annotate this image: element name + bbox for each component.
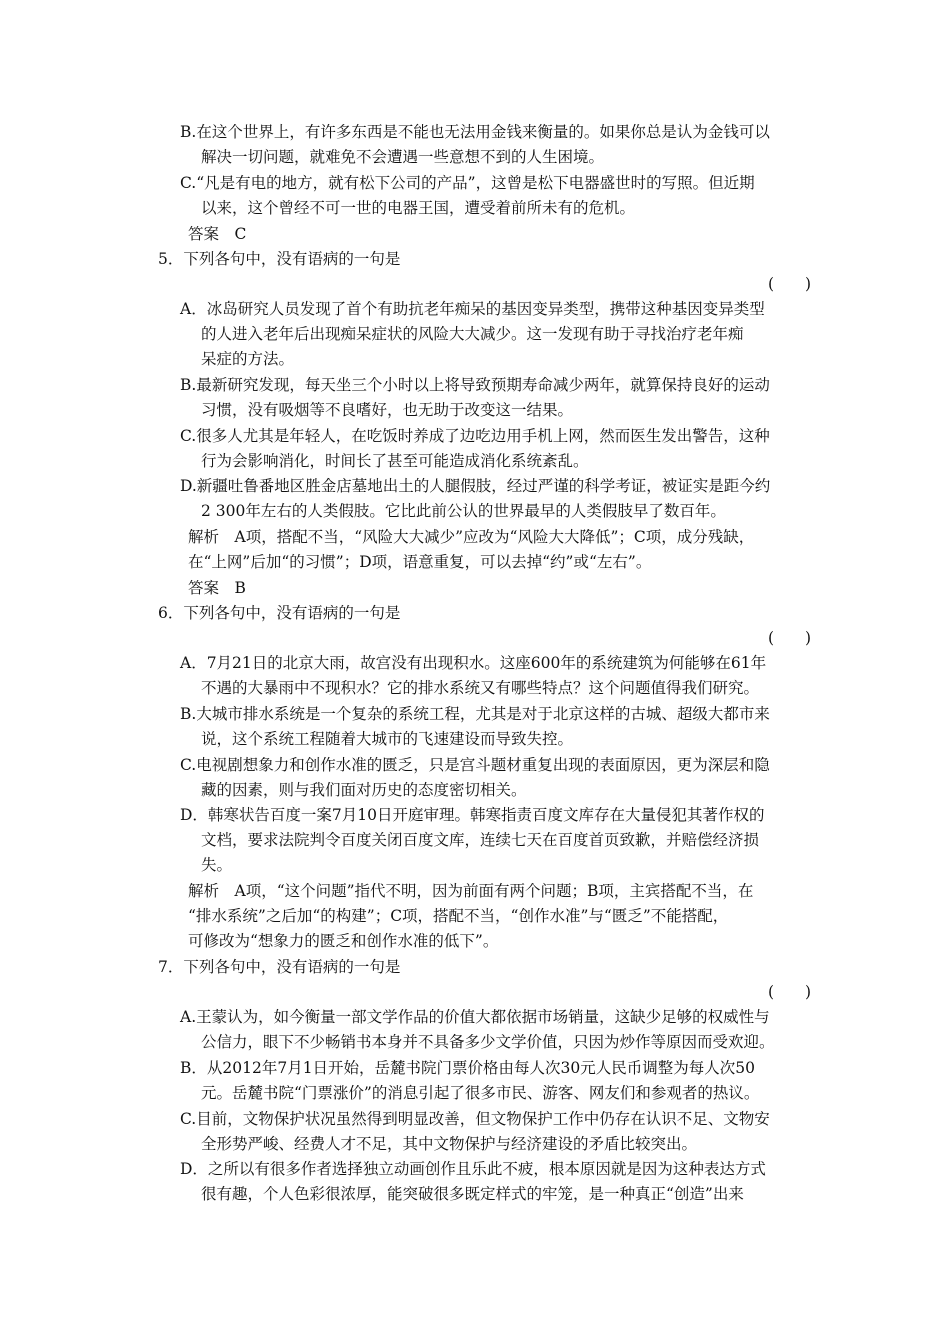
question-7-stem: 7．下列各句中，没有语病的一句是 <box>158 958 401 976</box>
q6-option-a-line-2: 不遇的大暴雨中不现积水？它的排水系统又有哪些特点？这个问题值得我们研究。 <box>201 679 760 697</box>
option-b-line-2: 解决一切问题，就难免不会遭遇一些意想不到的人生困境。 <box>201 148 605 166</box>
q7-option-d-line-1: D．之所以有很多作者选择独立动画创作且乐此不疲，根本原因就是因为这种表达方式 <box>180 1160 766 1178</box>
q7-option-d-line-2: 很有趣，个人色彩很浓厚，能突破很多既定样式的牢笼，是一种真正“创造”出来 <box>201 1185 744 1203</box>
q6-option-a-line-1: A．7月21日的北京大雨，故宫没有出现积水。这座600年的系统建筑为何能够在61年 <box>180 654 767 672</box>
q5-option-a-line-2: 的人进入老年后出现痴呆症状的风险大大减少。这一发现有助于寻找治疗老年痴 <box>201 325 744 343</box>
q6-option-d-line-3: 失。 <box>201 856 233 874</box>
q6-option-b-line-2: 说，这个系统工程随着大城市的飞速建设而导致失控。 <box>201 730 574 748</box>
q5-analysis-line-1: 解析 A项，搭配不当，“风险大大减少”应改为“风险大大降低”；C项，成分残缺， <box>188 528 755 546</box>
q6-option-b-line-1: B.大城市排水系统是一个复杂的系统工程，尤其是对于北京这样的古城、超级大都市来 <box>180 705 770 723</box>
q6-analysis-line-3: 可修改为“想象力的匮乏和创作水准的低下”。 <box>188 932 499 950</box>
q7-option-b-line-1: B．从2012年7月1日开始，岳麓书院门票价格由每人次30元人民币调整为每人次50 <box>180 1059 756 1077</box>
q6-analysis-line-2: “排水系统”之后加“的构建”；C项，搭配不当，“创作水准”与“匮乏”不能搭配， <box>188 907 729 925</box>
q6-option-c-line-1: C.电视剧想象力和创作水准的匮乏，只是宫斗题材重复出现的表面原因，更为深层和隐 <box>180 756 770 774</box>
q7-option-b-line-2: 元。岳麓书院“门票涨价”的消息引起了很多市民、游客、网友们和参观者的热议。 <box>201 1084 760 1102</box>
q5-option-c-line-2: 行为会影响消化，时间长了甚至可能造成消化系统紊乱。 <box>201 452 589 470</box>
q5-option-c-line-1: C.很多人尤其是年轻人，在吃饭时养成了边吃边用手机上网，然而医生发出警告，这种 <box>180 427 770 445</box>
question-6-stem: 6．下列各句中，没有语病的一句是 <box>158 604 401 622</box>
q5-answer: 答案 B <box>188 579 246 597</box>
q5-option-a-line-3: 呆症的方法。 <box>201 350 295 368</box>
answer-line: 答案 C <box>188 225 247 243</box>
q7-option-a-line-1: A.王蒙认为，如今衡量一部文学作品的价值大都依据市场销量，这缺少足够的权威性与 <box>180 1008 770 1026</box>
q6-analysis-line-1: 解析 A项，“这个问题”指代不明，因为前面有两个问题；B项，主宾搭配不当，在 <box>188 882 754 900</box>
q7-option-c-line-2: 全形势严峻、经费人才不足，其中文物保护与经济建设的矛盾比较突出。 <box>201 1135 698 1153</box>
q5-option-b-line-2: 习惯，没有吸烟等不良嗜好，也无助于改变这一结果。 <box>201 401 574 419</box>
option-c-line-2: 以来，这个曾经不可一世的电器王国，遭受着前所未有的危机。 <box>201 199 636 217</box>
q5-option-d-line-2: 2 300年左右的人类假肢。它比此前公认的世界最早的人类假肢早了数百年。 <box>201 502 726 520</box>
q6-option-d-line-1: D．韩寒状告百度一案7月10日开庭审理。韩寒指责百度文库存在大量侵犯其著作权的 <box>180 806 765 824</box>
question-7-paren: ( ) <box>768 983 812 1001</box>
q7-option-c-line-1: C.目前，文物保护状况虽然得到明显改善，但文物保护工作中仍存在认识不足、文物安 <box>180 1110 770 1128</box>
question-5-stem: 5．下列各句中，没有语病的一句是 <box>158 250 401 268</box>
q5-option-b-line-1: B.最新研究发现，每天坐三个小时以上将导致预期寿命减少两年，就算保持良好的运动 <box>180 376 770 394</box>
q6-option-c-line-2: 藏的因素，则与我们面对历史的态度密切相关。 <box>201 781 527 799</box>
q6-option-d-line-2: 文档，要求法院判令百度关闭百度文库，连续七天在百度首页致歉，并赔偿经济损 <box>201 831 760 849</box>
q7-option-a-line-2: 公信力，眼下不少畅销书本身并不具备多少文学价值，只因为炒作等原因而受欢迎。 <box>201 1033 775 1051</box>
question-5-paren: ( ) <box>768 275 812 293</box>
q5-analysis-line-2: 在“上网”后加“的习惯”；D项，语意重复，可以去掉“约”或“左右”。 <box>188 553 652 571</box>
q5-option-d-line-1: D.新疆吐鲁番地区胜金店墓地出土的人腿假肢，经过严谨的科学考证，被证实是距今约 <box>180 477 771 495</box>
question-6-paren: ( ) <box>768 629 812 647</box>
q5-option-a-line-1: A．冰岛研究人员发现了首个有助抗老年痴呆的基因变异类型，携带这种基因变异类型 <box>180 300 765 318</box>
option-b-line-1: B.在这个世界上，有许多东西是不能也无法用金钱来衡量的。如果你总是认为金钱可以 <box>180 123 770 141</box>
option-c-line-1: C.“凡是有电的地方，就有松下公司的产品”，这曾是松下电器盛世时的写照。但近期 <box>180 174 755 192</box>
